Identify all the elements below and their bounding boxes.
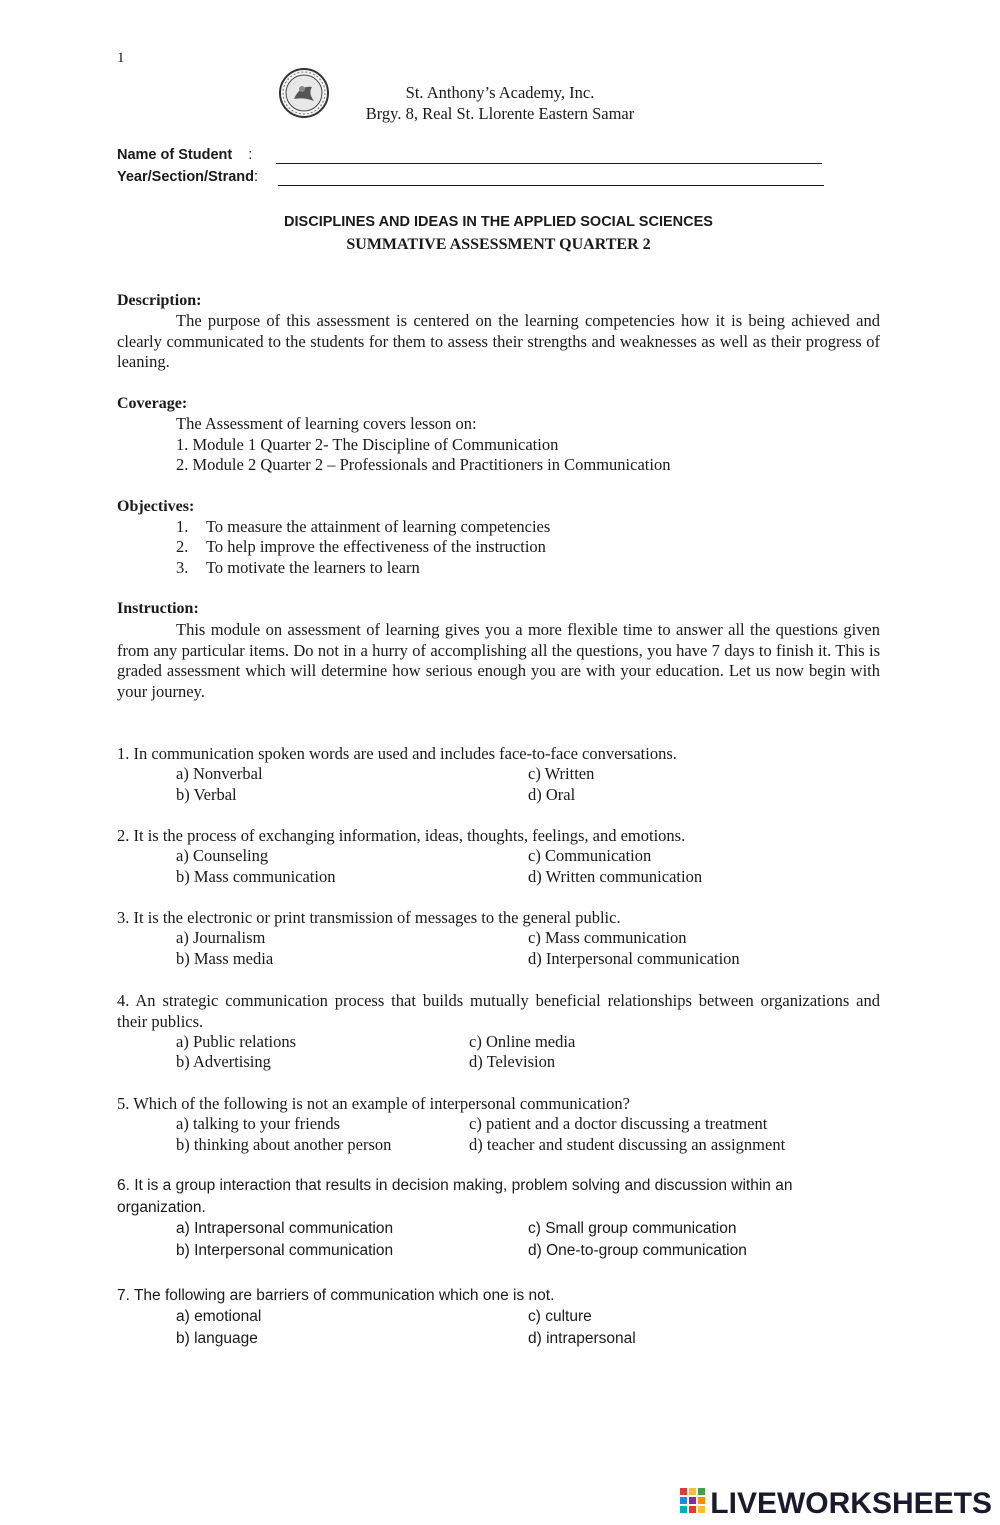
section-label: Year/Section/Strand: [117, 169, 254, 185]
school-name: St. Anthony’s Academy, Inc.: [405, 83, 595, 102]
coverage-item: 1. Module 1 Quarter 2- The Discipline of Communication: [176, 435, 559, 454]
answer-option[interactable]: b) Mass communication: [176, 867, 336, 886]
answer-option[interactable]: d) Interpersonal communication: [528, 949, 740, 968]
year-section-strand-row: [117, 169, 258, 185]
answer-option[interactable]: d) intrapersonal: [528, 1330, 636, 1347]
coverage-item: 2. Module 2 Quarter 2 – Professionals and Practitioners in Communication: [176, 455, 671, 474]
answer-option[interactable]: c) culture: [528, 1308, 592, 1325]
page-number: 1: [117, 50, 125, 66]
section-input-line[interactable]: [278, 185, 824, 186]
objective-number: 1.: [176, 517, 189, 536]
description-text: The purpose of this assessment is centered on the learning competencies how it is being achieved and clearly communicated to the students for them to assess their strengths and weaknesses as well as their progress of leaning.: [117, 311, 880, 371]
question-stem: 1. In communication spoken words are used and includes face-to-face conversations.: [117, 744, 677, 763]
answer-option[interactable]: b) Mass media: [176, 949, 274, 968]
answer-option[interactable]: a) Counseling: [176, 846, 269, 865]
answer-option[interactable]: c) Small group communication: [528, 1220, 737, 1237]
question-stem: 2. It is the process of exchanging information, ideas, thoughts, feelings, and emotions.: [117, 826, 686, 845]
instruction-text: This module on assessment of learning gives you a more flexible time to answer all the questions given from any particular items. Do not in a hurry of accomplishing all the questions, you have 7 days to finish it. This is graded assessment which will determine how serious enough you are with your education. Let us now begin with your journey.: [117, 620, 880, 701]
name-input-line[interactable]: [276, 163, 822, 164]
answer-option[interactable]: b) Interpersonal communication: [176, 1242, 394, 1259]
answer-option[interactable]: d) One-to-group communication: [528, 1242, 747, 1259]
answer-option[interactable]: c) patient and a doctor discussing a treatment: [469, 1114, 768, 1133]
answer-option[interactable]: d) teacher and student discussing an assignment: [469, 1135, 786, 1154]
answer-option[interactable]: a) Journalism: [176, 928, 266, 947]
answer-option[interactable]: c) Written: [528, 764, 595, 783]
liveworksheets-brand: LIVEWORKSHEETS: [710, 1487, 992, 1520]
answer-option[interactable]: b) language: [176, 1330, 258, 1347]
name-of-student-row: [117, 147, 252, 163]
answer-option[interactable]: a) Intrapersonal communication: [176, 1220, 394, 1237]
answer-option[interactable]: a) talking to your friends: [176, 1114, 341, 1133]
answer-option[interactable]: c) Mass communication: [528, 928, 687, 947]
assessment-title: SUMMATIVE ASSESSMENT QUARTER 2: [346, 236, 651, 253]
objective-text: To motivate the learners to learn: [206, 558, 420, 577]
answer-option[interactable]: d) Oral: [528, 785, 576, 804]
description-heading: Description:: [117, 292, 202, 309]
name-label: Name of Student: [117, 147, 233, 163]
coverage-intro: The Assessment of learning covers lesson on:: [176, 414, 477, 433]
objectives-heading: Objectives:: [117, 498, 195, 515]
subject-title: DISCIPLINES AND IDEAS IN THE APPLIED SOCIAL SCIENCES: [284, 214, 713, 230]
answer-option[interactable]: a) emotional: [176, 1308, 262, 1325]
name-colon: :: [248, 147, 253, 163]
question-stem: 3. It is the electronic or print transmission of messages to the general public.: [117, 908, 621, 927]
objective-number: 3.: [176, 558, 189, 577]
coverage-heading: Coverage:: [117, 395, 188, 412]
answer-option[interactable]: a) Public relations: [176, 1032, 297, 1051]
answer-option[interactable]: d) Television: [469, 1052, 556, 1071]
objective-text: To measure the attainment of learning competencies: [206, 517, 551, 536]
answer-option[interactable]: b) Advertising: [176, 1052, 271, 1071]
objective-number: 2.: [176, 537, 189, 556]
instruction-heading: Instruction:: [117, 600, 199, 617]
answer-option[interactable]: c) Communication: [528, 846, 652, 865]
answer-option[interactable]: d) Written communication: [528, 867, 703, 886]
question-stem: 4. An strategic communication process that builds mutually beneficial relationships between organizations and their publics.: [117, 991, 880, 1031]
school-seal-icon: [278, 67, 330, 119]
objective-text: To help improve the effectiveness of the instruction: [206, 537, 546, 556]
liveworksheets-footer[interactable]: [680, 1487, 992, 1521]
section-colon: :: [254, 169, 259, 185]
answer-option[interactable]: a) Nonverbal: [176, 764, 263, 783]
question-stem: 5. Which of the following is not an example of interpersonal communication?: [117, 1094, 630, 1113]
liveworksheets-logo-icon: [680, 1488, 706, 1521]
answer-option[interactable]: b) thinking about another person: [176, 1135, 392, 1154]
answer-option[interactable]: c) Online media: [469, 1032, 576, 1051]
school-address: Brgy. 8, Real St. Llorente Eastern Samar: [365, 104, 635, 123]
answer-option[interactable]: b) Verbal: [176, 785, 237, 804]
question-stem: 6. It is a group interaction that results in decision making, problem solving and discussion within an organization.: [117, 1177, 793, 1216]
question-stem: 7. The following are barriers of communication which one is not.: [117, 1287, 555, 1304]
